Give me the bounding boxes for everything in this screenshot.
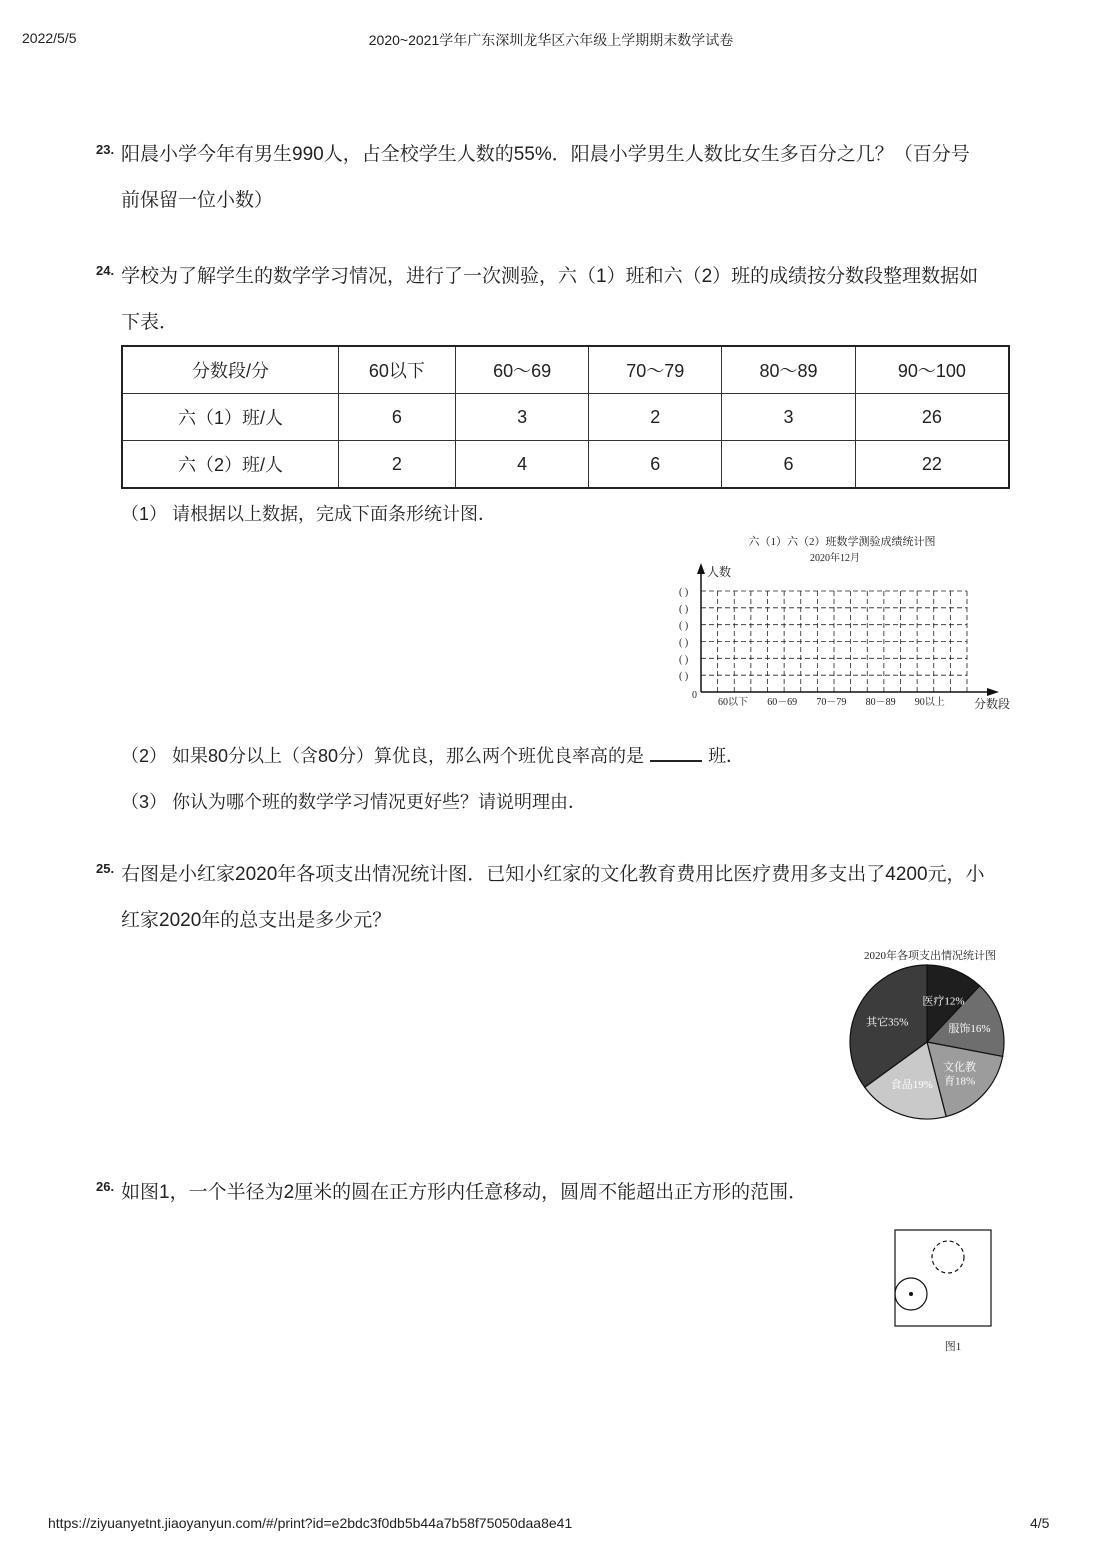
pie-slice-label: 医疗12% bbox=[922, 995, 965, 1008]
answer-blank bbox=[650, 742, 702, 762]
figure-1-square-circle bbox=[890, 1225, 1000, 1360]
table-cell: 3 bbox=[722, 394, 856, 441]
y-tick-placeholder: ( ) bbox=[679, 654, 689, 666]
bar-chart-y-ticks bbox=[679, 587, 688, 682]
table-cell: 6 bbox=[589, 441, 722, 489]
bar-chart-y-arrow bbox=[697, 563, 705, 574]
bar-chart-x-ticks bbox=[718, 695, 945, 708]
bar-chart-subtitle: 2020年12月 bbox=[810, 553, 860, 564]
question-24-line2: 下表． bbox=[121, 312, 179, 333]
pie-slice-label: 其它35% bbox=[866, 1016, 909, 1029]
question-25-line2: 红家2020年的总支出是多少元？ bbox=[121, 910, 392, 931]
bar-chart-x-arrow bbox=[987, 688, 999, 696]
pie-chart-title: 2020年各项支出情况统计图 bbox=[864, 950, 996, 962]
table-header-cell: 70～79 bbox=[589, 346, 722, 394]
pie-slice-label: 食品19% bbox=[890, 1079, 933, 1092]
table-header-cell: 80～89 bbox=[722, 346, 856, 394]
pie-chart bbox=[845, 944, 1015, 1124]
question-25-number: 25. bbox=[96, 861, 115, 876]
bar-chart-gridlines bbox=[701, 591, 967, 692]
question-24-sub2 bbox=[121, 742, 744, 768]
pie-label-line: 文化教 bbox=[943, 1061, 977, 1074]
footer-url: https://ziyuanyetnt.jiaoyanyun.com/#/print?id=e2bdc3f0db5b44a7b58f75050daa8e41 bbox=[48, 1515, 573, 1531]
table-cell: 3 bbox=[455, 394, 589, 441]
bar-chart-title: 六（1）六（2）班数学测验成绩统计图 bbox=[748, 536, 936, 548]
figure-caption: 图1 bbox=[944, 1341, 962, 1353]
question-24-sub3: （3） 你认为哪个班的数学学习情况更好些？请说明理由． bbox=[121, 792, 587, 812]
y-tick-placeholder: ( ) bbox=[679, 671, 689, 683]
score-table bbox=[121, 345, 1010, 489]
y-tick-placeholder: ( ) bbox=[679, 620, 689, 632]
pie-slice-label bbox=[943, 1060, 976, 1088]
y-tick-placeholder: ( ) bbox=[679, 637, 689, 649]
table-cell: 22 bbox=[855, 441, 1009, 489]
table-header-cell: 分数段/分 bbox=[122, 346, 339, 394]
pie-label-line: 育18% bbox=[943, 1075, 976, 1088]
bar-chart-y-label: 人数 bbox=[707, 565, 732, 579]
table-cell: 六（2）班/人 bbox=[122, 441, 339, 489]
pie-chart-slices bbox=[850, 965, 1004, 1119]
bar-chart-grid bbox=[670, 530, 1015, 715]
question-24-line1: 学校为了解学生的数学学习情况，进行了一次测验，六（1）班和六（2）班的成绩按分数段整理数据如 bbox=[121, 266, 979, 287]
y-tick-placeholder: ( ) bbox=[679, 587, 689, 598]
x-tick-label: 60以下 bbox=[718, 697, 748, 708]
x-tick-label: 70－79 bbox=[816, 697, 847, 708]
table-header-cell: 90～100 bbox=[855, 346, 1009, 394]
table-cell: 4 bbox=[455, 441, 589, 489]
table-cell: 2 bbox=[589, 394, 722, 441]
x-tick-label: 60－69 bbox=[767, 697, 798, 708]
table-header-cell: 60以下 bbox=[339, 346, 456, 394]
table-header-cell: 60～69 bbox=[455, 346, 589, 394]
table-cell: 6 bbox=[722, 441, 856, 489]
table-header-row bbox=[122, 346, 1009, 394]
print-date: 2022/5/5 bbox=[22, 30, 77, 46]
bar-chart-origin: 0 bbox=[692, 690, 697, 701]
table-row bbox=[122, 394, 1009, 441]
question-25-line1: 右图是小红家2020年各项支出情况统计图．已知小红家的文化教育费用比医疗费用多支出了4200元，小 bbox=[121, 864, 985, 885]
x-tick-label: 80－89 bbox=[865, 697, 896, 708]
question-26-number: 26. bbox=[96, 1179, 115, 1194]
question-23-number: 23. bbox=[96, 142, 115, 157]
table-cell: 6 bbox=[339, 394, 456, 441]
question-23-line2: 前保留一位小数） bbox=[121, 190, 274, 211]
question-24-number: 24. bbox=[96, 263, 115, 278]
footer-page-number: 4/5 bbox=[1030, 1515, 1050, 1531]
question-23-line1: 阳晨小学今年有男生990人，占全校学生人数的55%．阳晨小学男生人数比女生多百分之几？（百分号 bbox=[121, 144, 970, 165]
question-24-sub2-text: （2） 如果80分以上（含80分）算优良，那么两个班优良率高的是 bbox=[121, 746, 645, 766]
circle-center-dot bbox=[909, 1292, 913, 1296]
table-row bbox=[122, 441, 1009, 489]
question-24-sub1: （1） 请根据以上数据，完成下面条形统计图． bbox=[121, 504, 497, 524]
table-cell: 2 bbox=[339, 441, 456, 489]
table-cell: 六（1）班/人 bbox=[122, 394, 339, 441]
x-tick-label: 90以上 bbox=[914, 697, 945, 708]
dashed-circle bbox=[932, 1241, 964, 1273]
document-title: 2020~2021学年广东深圳龙华区六年级上学期期末数学试卷 bbox=[368, 32, 734, 48]
table-cell: 26 bbox=[855, 394, 1009, 441]
y-tick-placeholder: ( ) bbox=[679, 603, 689, 615]
question-26-line1: 如图1，一个半径为2厘米的圆在正方形内任意移动，圆周不能超出正方形的范围． bbox=[121, 1182, 808, 1203]
question-24-sub2-tail: 班． bbox=[708, 746, 745, 766]
bar-chart-x-label: 分数段 bbox=[974, 697, 1011, 711]
pie-slice-label: 服饰16% bbox=[948, 1023, 991, 1036]
